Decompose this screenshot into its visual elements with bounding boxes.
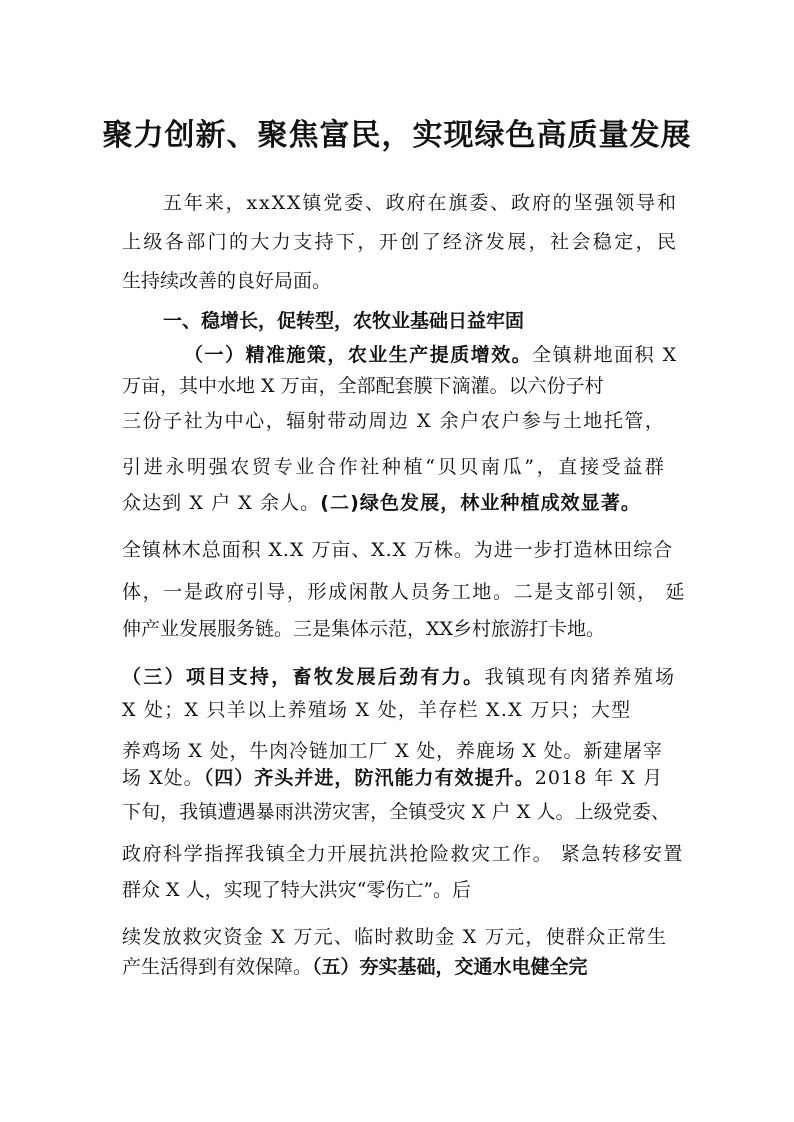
body-line <box>122 616 605 642</box>
body-text: X 处；X 只羊以上养殖场 X 处，羊存栏 X.X 万只；大型 <box>122 699 632 721</box>
body-line <box>122 799 670 825</box>
bold-heading-text: （三）项目支持，畜牧发展后劲有力。 <box>122 666 485 688</box>
body-line <box>122 537 673 563</box>
body-line <box>122 454 667 480</box>
body-text: 伸产业发展服务链。三是集体示范，XX乡村旅游打卡地。 <box>122 618 606 640</box>
body-text: 2018 年 X 月 <box>534 767 664 789</box>
body-line <box>122 229 678 255</box>
body-line <box>184 342 678 368</box>
body-line <box>122 738 663 764</box>
body-line <box>122 579 686 605</box>
body-text: 政府科学指挥我镇全力开展抗洪抢险救灾工作。 紧急转移安置 <box>122 843 684 865</box>
bold-heading-text: （四）齐头并进，防汛能力有效提升。 <box>203 767 535 789</box>
body-text: 五年来，xxXX镇党委、政府在旗委、政府的坚强领导和 <box>163 192 678 214</box>
bold-heading-text: 一、稳增长，促转型，农牧业基础日益牢固 <box>163 310 525 332</box>
body-text: 全镇耕地面积 X <box>532 344 678 366</box>
body-text: 群众 X 人，实现了特大洪灾“零伤亡”。后 <box>122 879 472 901</box>
body-line <box>122 924 667 950</box>
body-line <box>122 490 641 516</box>
body-text: 养鸡场 X 处，牛肉冷链加工厂 X 处，养鹿场 X 处。新建屠宰 <box>122 740 663 762</box>
body-line <box>122 268 331 294</box>
body-text: 全镇林木总面积 X.X 万亩、X.X 万株。为进一步打造林田综合 <box>122 539 674 561</box>
body-text: 场 X处。 <box>122 767 204 789</box>
body-line <box>122 697 631 723</box>
body-text: 我镇现有肉猪养殖场 <box>484 666 677 688</box>
body-line <box>163 308 524 334</box>
body-line <box>122 373 604 399</box>
bold-heading-text: （一）精准施策，农业生产提质增效。 <box>184 344 533 366</box>
body-line <box>122 841 684 867</box>
body-text: 生持续改善的良好局面。 <box>122 270 332 292</box>
body-line <box>163 190 678 216</box>
document-title: 聚力创新、聚焦富民，实现绿色高质量发展 <box>102 118 692 154</box>
body-line <box>122 408 665 434</box>
body-line <box>122 765 663 791</box>
body-text: 下旬，我镇遭遇暴雨洪涝灾害，全镇受灾 X 户 X 人。上级党委、 <box>122 801 671 823</box>
body-text: 万亩，其中水地 X 万亩，全部配套膜下滴灌。以六份子村 <box>122 375 604 397</box>
body-text: 产生活得到有效保障。 <box>122 956 313 978</box>
body-text: 众达到 X 户 X 余人。 <box>122 492 321 514</box>
body-text: 上级各部门的大力支持下，开创了经济发展，社会稳定，民 <box>122 231 679 253</box>
body-text: 续发放救灾资金 X 万元、临时救助金 X 万元，使群众正常生 <box>122 926 668 948</box>
body-line <box>122 954 588 980</box>
bold-heading-text: （五）夯实基础，交通水电健全完 <box>312 956 588 978</box>
body-text: 三份子社为中心，辐射带动周边 X 余户农户参与土地托管， <box>122 410 666 432</box>
body-text: 引进永明强农贸专业合作社种植“贝贝南瓜”，直接受益群 <box>122 456 667 478</box>
bold-heading-text: (二)绿色发展，林业种植成效显著。 <box>320 492 641 514</box>
body-line <box>122 877 471 903</box>
body-text: 体，一是政府引导，形成闲散人员务工地。二是支部引领， 延 <box>122 581 687 603</box>
body-line <box>122 664 676 690</box>
